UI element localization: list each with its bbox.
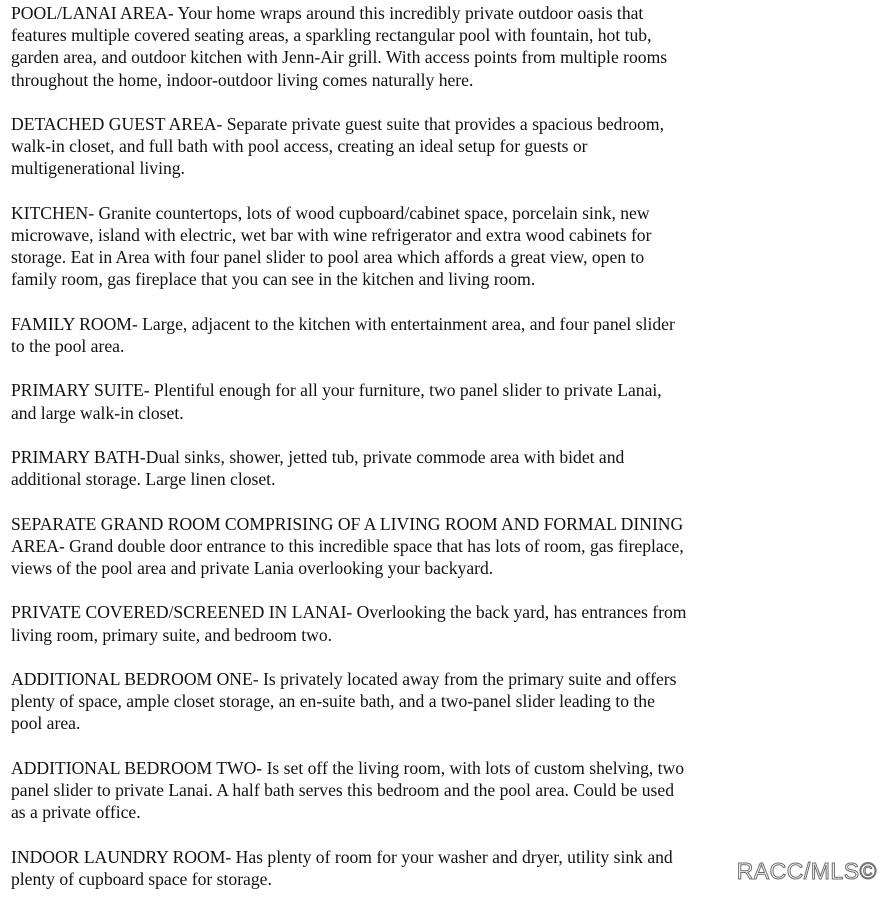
text-line: PRIMARY SUITE- Plentiful enough for all your furniture, two panel slider to private Lanai, (11, 380, 662, 401)
text-line: storage. Eat in Area with four panel slider to pool area which affords a great view, open to (11, 247, 645, 268)
text-line: ADDITIONAL BEDROOM TWO- Is set off the living room, with lots of custom shelving, two (11, 757, 685, 778)
paragraph-primary-bath (11, 446, 879, 490)
text-line: PRIVATE COVERED/SCREENED IN LANAI- Overlooking the back yard, has entrances from (11, 602, 687, 623)
text-line: as a private office. (11, 802, 141, 823)
text-line: ADDITIONAL BEDROOM ONE- Is privately located away from the primary suite and offers (11, 668, 677, 689)
paragraph-primary-suite (11, 379, 879, 423)
paragraph-pool-lanai (11, 2, 879, 91)
paragraph-bedroom-one (11, 668, 879, 735)
text-line: and large walk-in closet. (11, 402, 184, 423)
text-line: garden area, and outdoor kitchen with Jenn-Air grill. With access points from multiple rooms (11, 47, 668, 68)
paragraph-bedroom-two (11, 757, 879, 824)
paragraph-private-lanai (11, 601, 879, 645)
text-line: throughout the home, indoor-outdoor living comes naturally here. (11, 69, 474, 90)
mls-watermark: RACC/MLS© (736, 858, 877, 884)
text-line: views of the pool area and private Lania overlooking your backyard. (11, 557, 494, 578)
text-line: living room, primary suite, and bedroom two. (11, 624, 333, 645)
paragraph-kitchen (11, 202, 879, 291)
document-body (11, 2, 879, 912)
text-line: plenty of cupboard space for storage. (11, 868, 272, 889)
paragraph-guest-area (11, 113, 879, 180)
text-line: POOL/LANAI AREA- Your home wraps around this incredibly private outdoor oasis that (11, 3, 644, 23)
text-line: additional storage. Large linen closet. (11, 469, 276, 490)
text-line: pool area. (11, 713, 81, 734)
text-line: plenty of space, ample closet storage, an en-suite bath, and a two-panel slider leading to the (11, 691, 655, 712)
text-line: microwave, island with electric, wet bar with wine refrigerator and extra wood cabinets for (11, 225, 652, 245)
text-line: SEPARATE GRAND ROOM COMPRISING OF A LIVING ROOM AND FORMAL DINING (11, 513, 684, 534)
text-line: KITCHEN- Granite countertops, lots of wood cupboard/cabinet space, porcelain sink, new (11, 202, 650, 223)
paragraph-family-room (11, 313, 879, 357)
text-line: features multiple covered seating areas, a sparkling rectangular pool with fountain, hot tub, (11, 25, 652, 46)
text-line: panel slider to private Lanai. A half bath serves this bedroom and the pool area. Could be used (11, 779, 675, 800)
text-line: AREA- Grand double door entrance to this incredible space that has lots of room, gas fireplace, (11, 535, 684, 556)
paragraph-grand-room (11, 513, 879, 580)
text-line: walk-in closet, and full bath with pool access, creating an ideal setup for guests or (11, 136, 588, 157)
text-line: to the pool area. (11, 336, 125, 356)
text-line: INDOOR LAUNDRY ROOM- Has plenty of room for your washer and dryer, utility sink and (11, 846, 673, 867)
text-line: DETACHED GUEST AREA- Separate private guest suite that provides a spacious bedroom, (11, 114, 665, 134)
text-line: FAMILY ROOM- Large, adjacent to the kitchen with entertainment area, and four panel slider (11, 313, 675, 334)
text-line: family room, gas fireplace that you can see in the kitchen and living room. (11, 269, 536, 290)
text-line: multigenerational living. (11, 158, 185, 179)
text-line: PRIMARY BATH-Dual sinks, shower, jetted tub, private commode area with bidet and (11, 446, 625, 467)
